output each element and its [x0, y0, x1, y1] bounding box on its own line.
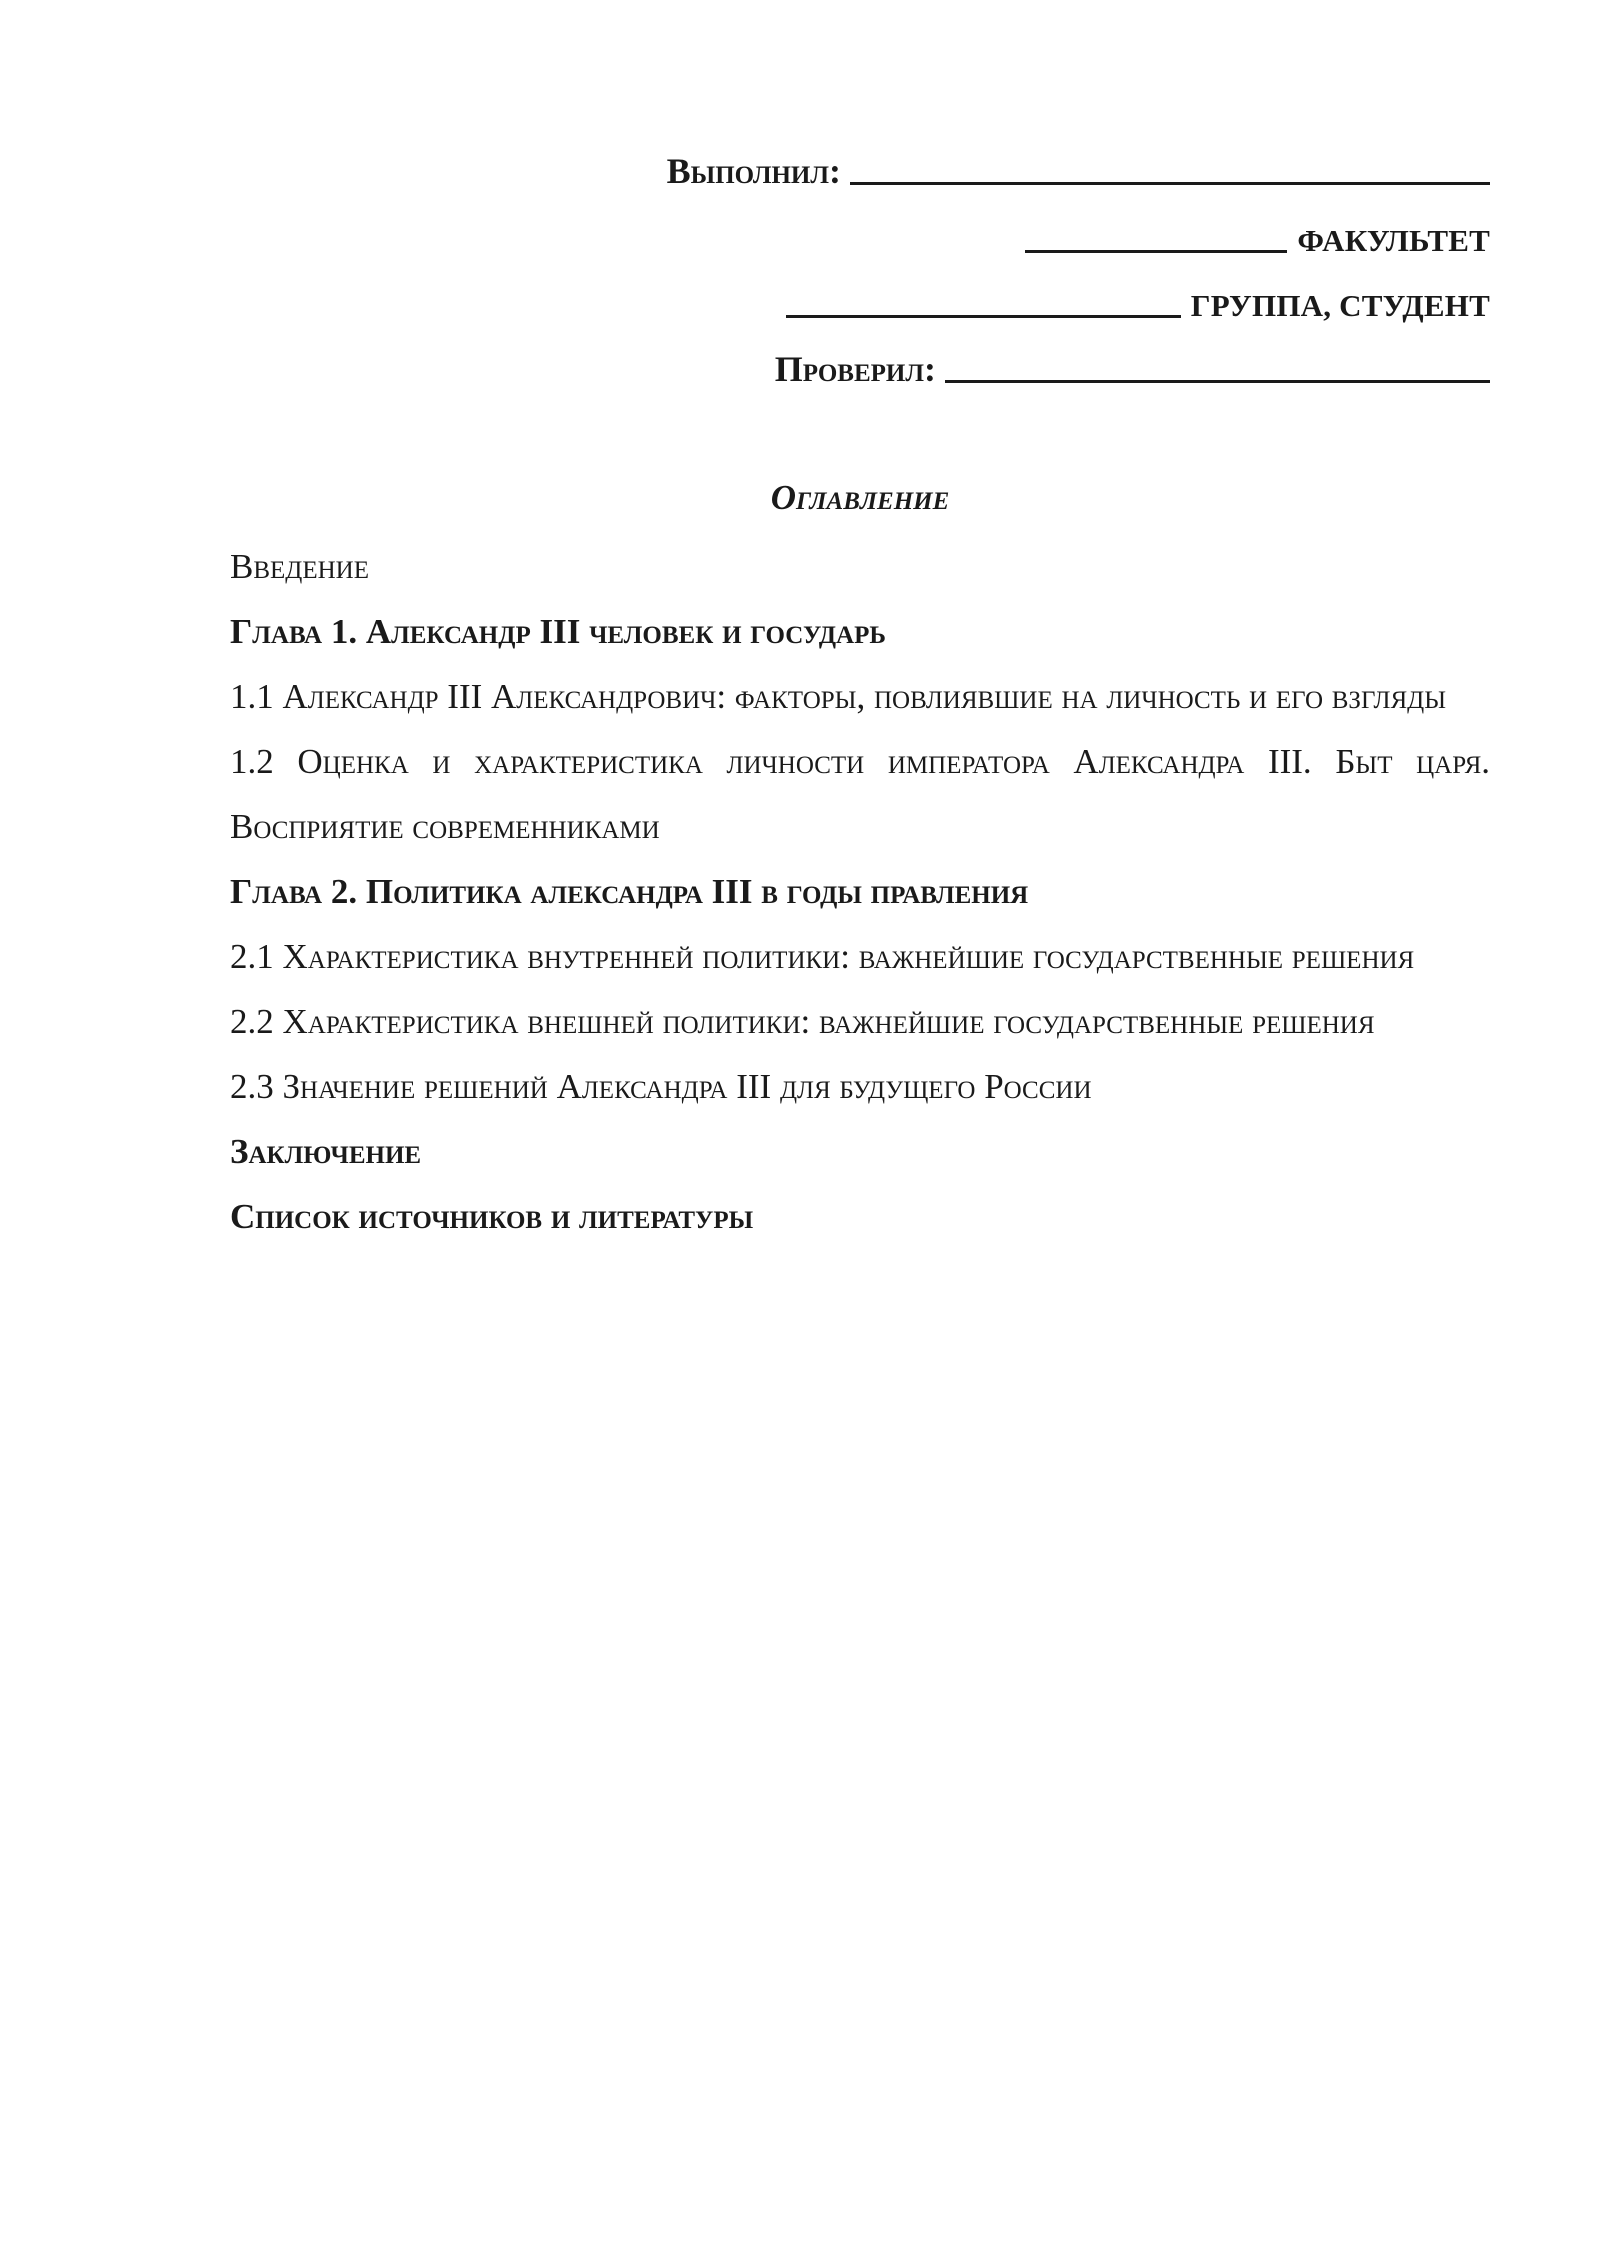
- faculty-line: [1025, 223, 1490, 259]
- group-student-blank: [786, 314, 1181, 318]
- toc-item-chapter-2: Глава 2. Политика александра III в годы правления: [230, 872, 1029, 911]
- toc-item-chapter-1: Глава 1. Александр III человек и государь: [230, 612, 886, 651]
- toc-item-introduction: Введение: [230, 547, 369, 586]
- toc-title: Оглавление: [770, 478, 950, 517]
- toc-item-2-1: 2.1 Характеристика внутренней политики: важнейшие государственные решения: [230, 937, 1415, 976]
- document-page: [230, 0, 1490, 2262]
- toc-item-1-1: 1.1 Александр III Александрович: факторы, повлиявшие на личность и его взгляды: [230, 677, 1447, 716]
- performed-by-label: Выполнил:: [666, 151, 841, 191]
- group-student-label: ГРУППА, СТУДЕНТ: [1190, 288, 1490, 323]
- toc-item-1-2: 1.2 Оценка и характеристика личности императора Александра III. Быт царя. Восприятие современниками: [230, 742, 1490, 846]
- checked-by-label: Проверил:: [774, 349, 936, 389]
- toc-item-2-2: 2.2 Характеристика внешней политики: важнейшие государственные решения: [230, 1002, 1375, 1041]
- checked-by-line: [775, 348, 1490, 390]
- faculty-label: ФАКУЛЬТЕТ: [1297, 223, 1490, 258]
- group-student-line: [786, 288, 1490, 324]
- toc-item-2-3: 2.3 Значение решений Александра III для будущего России: [230, 1067, 1092, 1106]
- faculty-blank: [1025, 249, 1287, 253]
- checked-by-blank: [945, 379, 1490, 383]
- performed-by-line: [667, 150, 1490, 192]
- toc-list: [230, 534, 1490, 1249]
- toc-item-conclusion: Заключение: [230, 1132, 422, 1171]
- performed-by-blank: [850, 181, 1490, 185]
- toc-item-sources: Список источников и литературы: [230, 1197, 754, 1236]
